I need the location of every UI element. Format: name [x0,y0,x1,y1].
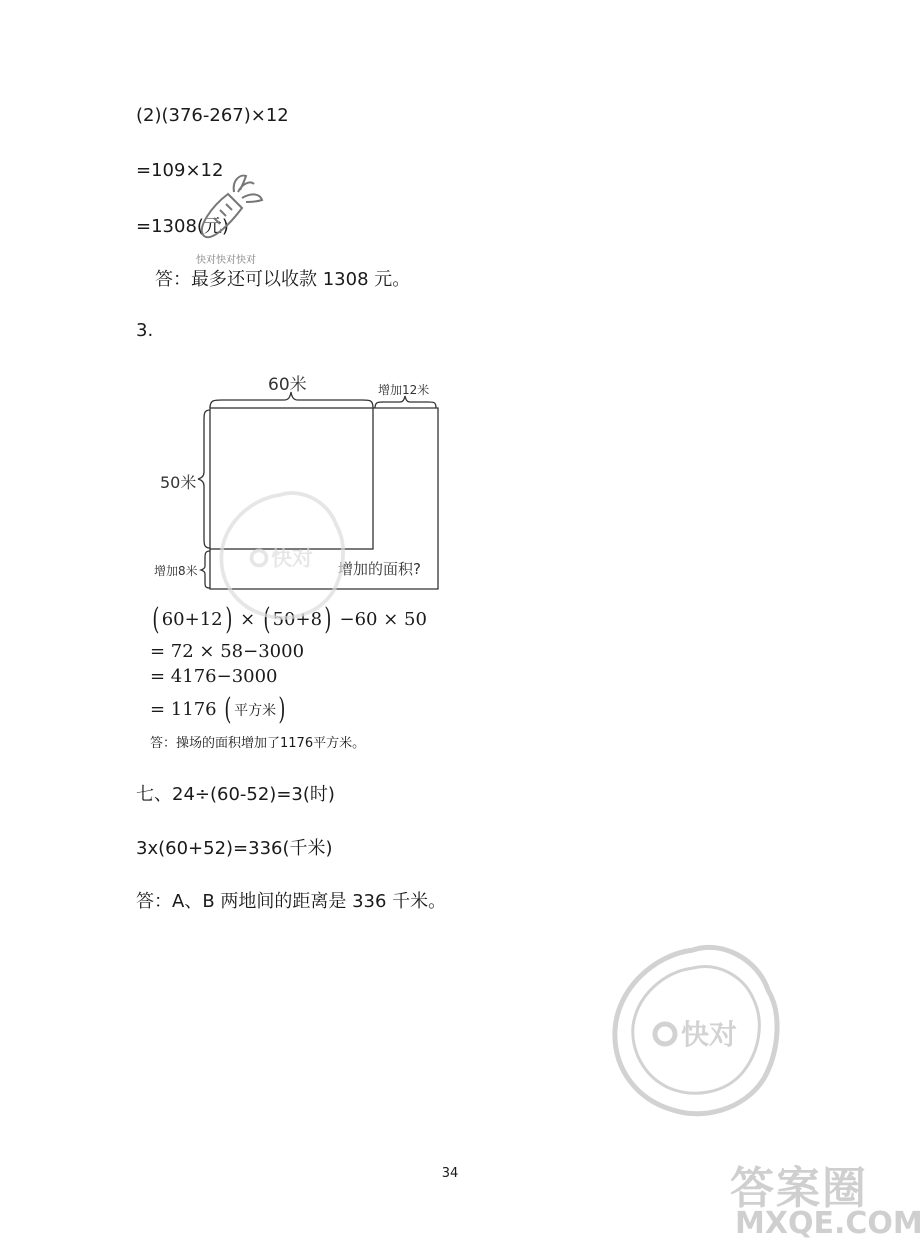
formula-times: × [240,609,256,630]
page-number: 34 [441,1166,459,1181]
stamp-text: 快对快对快对 [196,255,256,266]
watermark-text-faint: 快对 [271,546,313,571]
formula-line-2: = 72 × 58−3000 [150,641,305,662]
top-label: 60米 [268,375,307,395]
watermark-stamp-icon [593,930,793,1130]
answer-3: 答：操场的面积增加了1176平方米。 [150,736,366,751]
paren-close-icon: ) [324,602,332,637]
top-right-label: 增加12米 [378,383,430,397]
formula-term-a: 60+12 [161,609,223,630]
corner-watermark-top: 答案圈 [730,1163,868,1214]
paren-open-icon: ( [152,602,160,637]
question-3-label: 3. [136,320,154,341]
answer-7: 答：A、B 两地间的距离是 336 千米。 [136,891,447,912]
formula-term-b: 50+8 [272,609,323,630]
carrot-sticker-icon [190,166,270,246]
watermark-text: 快对 [681,1018,738,1051]
calc-line-2: =109×12 [136,160,224,181]
formula-result: = 1176 [150,699,217,720]
watermark-stamp-faint-icon [205,480,355,630]
calc-line-3: =1308(元) [136,216,229,237]
left-label: 50米 [160,473,197,492]
answer-2: 答：最多还可以收款 1308 元。 [155,269,411,290]
paren-open-icon: ( [224,692,232,727]
formula-rest: −60 × 50 [339,609,427,630]
formula-line-4 [150,692,288,727]
corner-watermark-bottom: MXQE.COM [735,1206,923,1241]
question-label: 增加的面积? [338,560,421,578]
formula-unit: 平方米 [234,703,277,719]
calc-line-1: (2)(376-267)×12 [136,105,289,126]
part7-line-1: 七、24÷(60-52)=3(时) [136,784,335,805]
paren-close-icon: ) [224,602,232,637]
formula-line-3: = 4176−3000 [150,666,278,687]
paren-close-icon: ) [278,692,286,727]
bottom-left-label: 增加8米 [154,564,198,578]
part7-line-2: 3x(60+52)=336(千米) [136,838,333,859]
paren-open-icon: ( [263,602,271,637]
